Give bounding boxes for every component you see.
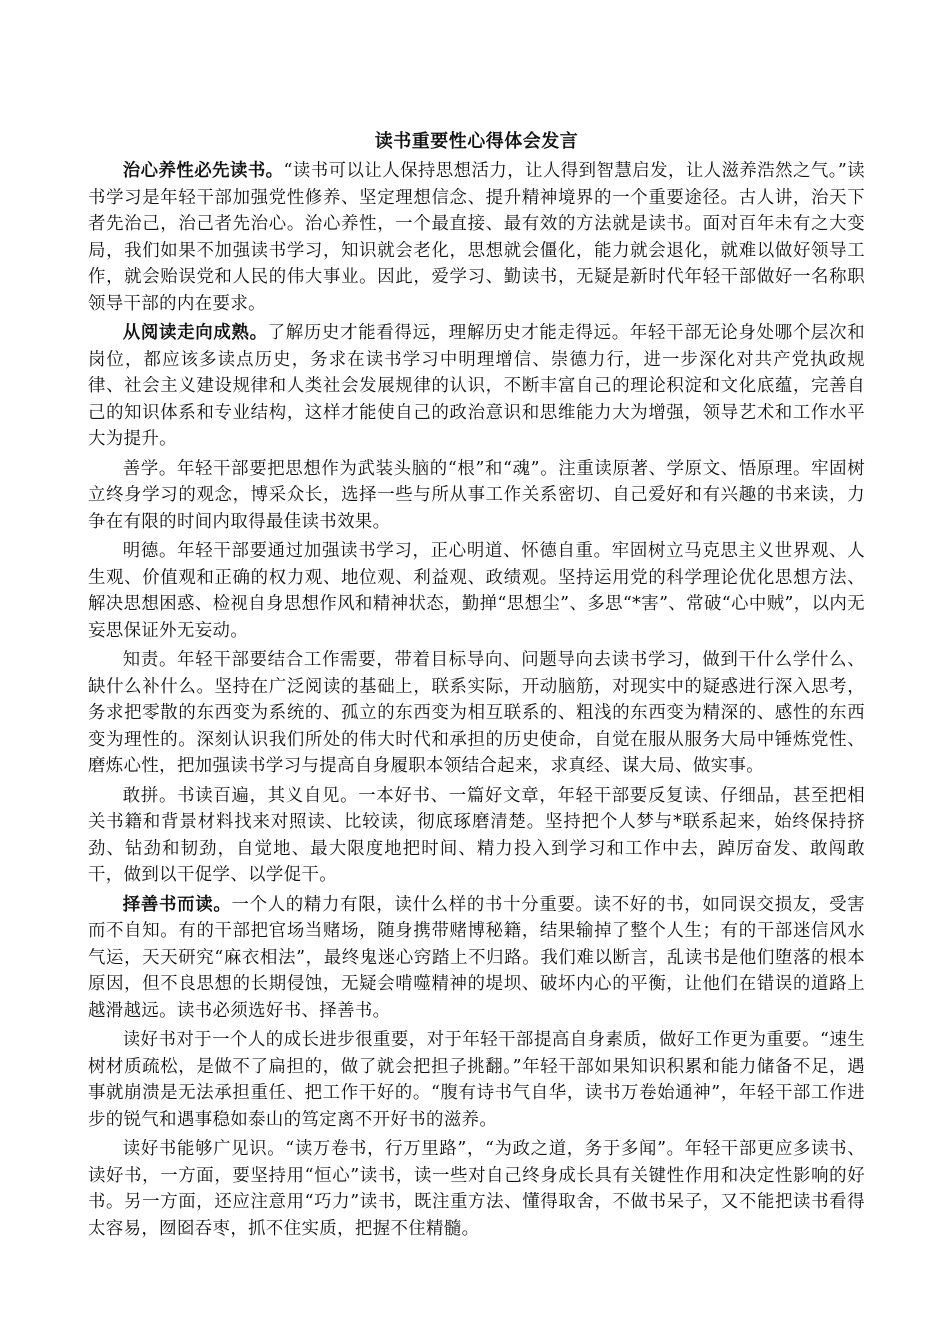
paragraph-3 bbox=[88, 456, 865, 536]
paragraph-9 bbox=[88, 1136, 865, 1242]
paragraph-text: 明德。年轻干部要通过加强读书学习，正心明道、怀德自重。牢固树立马克思主义世界观、人生观、价值观和正确的权力观、地位观、利益观、政绩观。坚持运用党的科学理论优化思想方法、解决思想困惑、检视自身思想作风和精神状态，勤掸“思想尘”、多思“*害”、常破“心中贼”，以内无妄思保证外无妄动。 bbox=[88, 541, 865, 641]
document-title: 读书重要性心得体会发言 bbox=[374, 131, 579, 152]
paragraph-6 bbox=[88, 783, 865, 889]
paragraph-text: “读书可以让人保持思想活力，让人得到智慧启发，让人滋养浩然之气。”读书学习是年轻干部加强党性修养、坚定理想信念、提升精神境界的一个重要途径。古人讲，治天下者先治己，治己者先治心。治心养性，一个最直接、最有效的方法就是读书。面对百年未有之大变局，我们如果不加强读书学习，知识就会老化，思想就会僵化，能力就会退化，就难以做好领导工作，就会贻误党和人民的伟大事业。因此，爱学习、勤读书，无疑是新时代年轻干部做好一名称职领导干部的内在要求。 bbox=[88, 161, 866, 314]
paragraph-text: 了解历史才能看得远，理解历史才能走得远。年轻干部无论身处哪个层次和岗位，都应该多读点历史，务求在读书学习中明理增信、崇德力行，进一步深化对共产党执政规律、社会主义建设规律和人类社会发展规律的认识，不断丰富自己的理论积淀和文化底蕴，完善自己的知识体系和专业结构，这样才能使自己的政治意识和思维能力大为增强，领导艺术和工作水平大为提升。 bbox=[88, 323, 865, 449]
document-page bbox=[88, 128, 865, 1245]
paragraph-text: 善学。年轻干部要把思想作为武装头脑的“根”和“魂”。注重读原著、学原文、悟原理。牢固树立终身学习的观念，博采众长，选择一些与所从事工作关系密切、自己爱好和有兴趣的书来读，力争在有限的时间内取得最佳读书效果。 bbox=[88, 458, 865, 532]
paragraph-1 bbox=[88, 158, 865, 317]
paragraph-7 bbox=[88, 892, 865, 1025]
paragraph-heading: 择善书而读。 bbox=[122, 894, 232, 915]
paragraph-text: 读好书能够广见识。“读万卷书，行万里路”，“为政之道，务于多闻”。年轻干部更应多读书、读好书，一方面，要坚持用“恒心”读书，读一些对自己终身成长具有关键性作用和决定性影响的好书。另一方面，还应注意用“巧力”读书，既注重方法、懂得取舍，不做书呆子，又不能把读书看得太容易，囫囵吞枣，抓不住实质，把握不住精髓。 bbox=[88, 1139, 865, 1239]
paragraph-text: 知责。年轻干部要结合工作需要，带着目标导向、问题导向去读书学习，做到干什么学什么、缺什么补什么。坚持在广泛阅读的基础上，联系实际，开动脑筋，对现实中的疑惑进行深入思考，务求把零散的东西变为系统的、孤立的东西变为相互联系的、粗浅的东西变为精深的、感性的东西变为理性的。深刻认识我们所处的伟大时代和承担的历史使命，自觉在服从服务大局中锤炼党性、磨炼心性，把加强读书学习与提高自身履职本领结合起来，求真经、谋大局、做实事。 bbox=[88, 650, 865, 776]
paragraph-text: 敢拼。书读百遍，其义自见。一本好书、一篇好文章，年轻干部要反复读、仔细品，甚至把相关书籍和背景材料找来对照读、比较读，彻底琢磨清楚。坚持把个人梦与*联系起来，始终保持挤劲、钻劲和韧劲，自觉地、最大限度地把时间、精力投入到学习和工作中去，踔厉奋发、敢闯敢干，做到以干促学、以学促干。 bbox=[88, 785, 865, 885]
paragraph-text: 一个人的精力有限，读什么样的书十分重要。读不好的书，如同误交损友，受害而不自知。有的干部把官场当赌场，随身携带赌博秘籍，结果输掉了整个人生；有的干部迷信风水气运，天天研究“麻衣相法”，最终鬼迷心窍踏上不归路。我们难以断言，乱读书是他们堕落的根本原因，但不良思想的长期侵蚀，无疑会啃噬精神的堤坝、破坏内心的平衡，让他们在错误的道路上越滑越远。读书必须选好书、择善书。 bbox=[88, 894, 865, 1021]
paragraph-4 bbox=[88, 538, 865, 644]
paragraph-2 bbox=[88, 320, 865, 453]
paragraph-heading: 从阅读走向成熟。 bbox=[122, 323, 268, 343]
paragraph-text: 读好书对于一个人的成长进步很重要，对于年轻干部提高自身素质，做好工作更为重要。“速生树材质疏松，是做不了扁担的，做了就会把担子挑翻。”年轻干部如果知识积累和能力储备不足，遇事就崩溃是无法承担重任、把工作干好的。“腹有诗书气自华，读书万卷始通神”，年轻干部工作进步的锐气和遇事稳如泰山的笃定离不开好书的滋养。 bbox=[88, 1030, 865, 1130]
paragraph-8 bbox=[88, 1027, 865, 1133]
paragraph-heading: 治心养性必先读书。 bbox=[122, 161, 284, 181]
paragraph-5 bbox=[88, 647, 865, 780]
